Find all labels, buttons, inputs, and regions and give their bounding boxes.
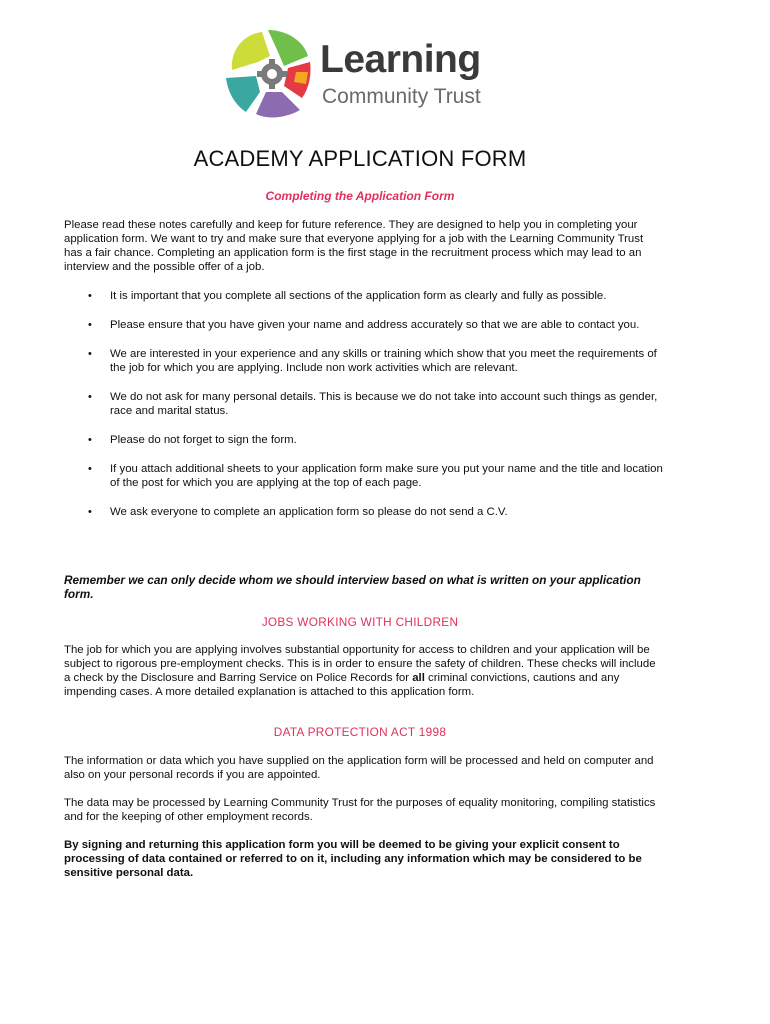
reminder-note: Remember we can only decide whom we should interview based on what is written on your application form. <box>64 573 641 601</box>
bullet-icon: • <box>88 434 92 446</box>
list-item: • It is important that you complete all sections of the application form as clearly and fully as possible. <box>88 290 607 302</box>
list-item: • If you attach additional sheets to your application form make sure you put your name and the title and location of the post for which you are applying at the top of each page. <box>88 463 663 489</box>
bullet-icon: • <box>88 391 92 403</box>
logo-subtitle: Community Trust <box>322 85 481 108</box>
trust-logo-icon <box>222 26 314 118</box>
consent-statement: By signing and returning this application form you will be deemed to be giving your explicit consent to processing of data contained or referred to on it, including any information which may be considered to be sensitive personal data. <box>64 839 642 879</box>
list-item: • Please ensure that you have given your name and address accurately so that we are able to contact you. <box>88 319 640 331</box>
guidance-list <box>64 289 664 534</box>
bullet-icon: • <box>88 348 92 360</box>
intro-paragraph: Please read these notes carefully and keep for future reference. They are designed to help you in completing your application form. We want to try and make sure that everyone applying for a job with the Learning Community Trust has a fair chance. Completing an application form is the first stage in the recruitment process which may lead to an interview and the possible offer of a job. <box>64 219 644 273</box>
bullet-icon: • <box>88 506 92 518</box>
page-subtitle: Completing the Application Form <box>265 189 455 203</box>
bullet-icon: • <box>88 290 92 302</box>
data-protection-paragraph-2: The data may be processed by Learning Community Trust for the purposes of equality monitoring, compiling statistics and for the keeping of other employment records. <box>64 797 656 823</box>
bullet-icon: • <box>88 463 92 475</box>
trust-logo <box>222 26 512 118</box>
bullet-icon: • <box>88 319 92 331</box>
list-item: • We are interested in your experience and any skills or training which show that you meet the requirements of the job for which you are applying. Include non work activities which are relevant. <box>88 348 657 374</box>
data-protection-heading: DATA PROTECTION ACT 1998 <box>273 725 447 739</box>
list-item: • We do not ask for many personal details. This is because we do not take into account such things as gender, race and marital status. <box>88 391 658 417</box>
children-paragraph: The job for which you are applying involves substantial opportunity for access to children and your application will be subject to rigorous pre-employment checks. This is in order to ensure the safety of children. These checks will include a check by the Disclosure and Barring Service on Police Records for all criminal convictions, cautions and any impending cases. A more detailed explanation is attached to this application form. <box>64 644 656 698</box>
data-protection-paragraph-1: The information or data which you have supplied on the application form will be processed and held on computer and also on your personal records if you are appointed. <box>64 755 654 781</box>
page-title: ACADEMY APPLICATION FORM <box>193 146 527 171</box>
list-item: • Please do not forget to sign the form. <box>88 434 297 446</box>
list-item: • We ask everyone to complete an application form so please do not send a C.V. <box>88 506 508 518</box>
logo-wordmark: Learning <box>320 38 481 81</box>
children-heading: JOBS WORKING WITH CHILDREN <box>261 615 459 629</box>
